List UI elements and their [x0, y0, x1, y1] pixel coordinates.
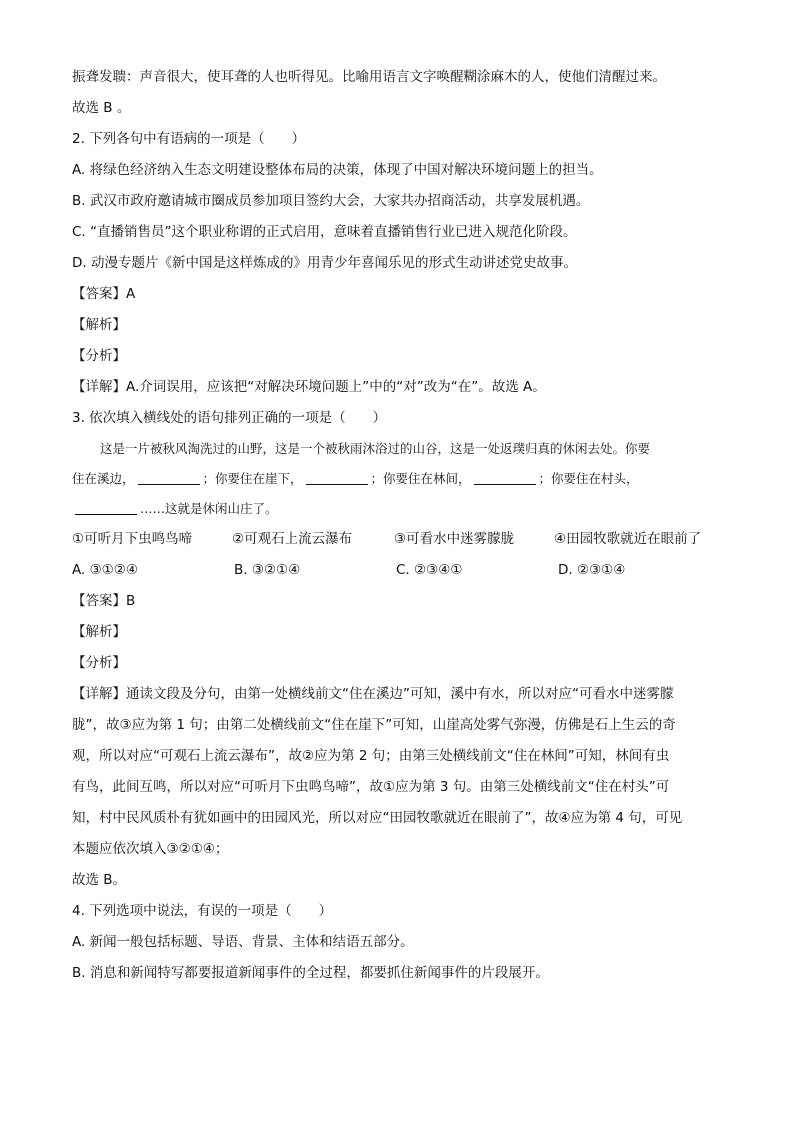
q2-option-c: C. “直播销售员”这个职业称谓的正式启用，意味着直播销售行业已进入规范化阶段。	[72, 224, 577, 240]
q2-answer: 【答案】A	[72, 286, 136, 302]
document-page	[72, 62, 732, 989]
q3-detail-line-5: 知，村中民风质朴有犹如画中的田园风光，所以对应“田园牧歌就近在眼前了”，故④应为第 4 句，可见	[72, 810, 683, 826]
q3-sentence-choices	[72, 524, 732, 555]
choice-4: ④田园牧歌就近在眼前了	[554, 531, 702, 547]
q2-stem: 2. 下列各句中有语病的一项是（ ）	[72, 131, 306, 147]
q3-detail-line-2: 胧”，故③应为第 1 句；由第二处横线前文“住在崖下”可知，山崖高处雾气弥漫，仿佛是石上生云的奇	[72, 717, 676, 733]
q2-detail: 【详解】A.介词误用，应该把“对解决环境问题上”中的“对”改为“在”。故选 A。	[72, 379, 546, 395]
blank-2	[306, 470, 368, 485]
passage-seg-4: ；你要住在村头，	[538, 471, 639, 486]
q3-option-c: C. ②③④①	[396, 562, 463, 578]
passage-line-3	[72, 494, 732, 524]
q3-option-a: A. ③①②④	[72, 562, 138, 578]
choice-2: ②可观石上流云瀑布	[232, 531, 353, 547]
blank-3	[474, 470, 536, 485]
q3-jiexi-label: 【解析】	[72, 624, 126, 640]
intro-conclusion: 故选 B 。	[72, 100, 131, 116]
q3-answer: 【答案】B	[72, 593, 136, 609]
q3-detail-line-3: 观，所以对应“可观石上流云瀑布”，故②应为第 2 句；由第三处横线前文“住在林间”可知，林间有虫	[72, 748, 670, 764]
q4-option-b: B. 消息和新闻特写都要报道新闻事件的全过程，都要抓住新闻事件的片段展开。	[72, 965, 549, 981]
passage-seg-2: ；你要住在崖下，	[202, 471, 303, 486]
passage-line-1: 这是一片被秋风淘洗过的山野，这是一个被秋雨沐浴过的山谷，这是一处返璞归真的休闲去处。你要	[100, 441, 651, 456]
blank-1	[138, 470, 200, 485]
passage-end: ……这就是休闲山庄了。	[140, 501, 278, 516]
q3-passage	[72, 434, 732, 524]
q4-stem: 4. 下列选项中说法，有误的一项是（ ）	[72, 903, 333, 919]
q3-conclusion: 故选 B。	[72, 872, 127, 888]
q2-option-b: B. 武汉市政府邀请城市圈成员参加项目签约大会，大家共办招商活动，共享发展机遇。	[72, 193, 590, 209]
q3-option-d: D. ②③①④	[558, 562, 626, 578]
q3-detail-line-6: 本题应依次填入③②①④；	[72, 841, 229, 857]
passage-line-2	[72, 464, 732, 494]
passage-seg-3: ；你要住在林间，	[370, 471, 471, 486]
q2-option-a: A. 将绿色经济纳入生态文明建设整体布局的决策，体现了中国对解决环境问题上的担当。	[72, 162, 603, 178]
q2-option-d: D. 动漫专题片《新中国是这样炼成的》用青少年喜闻乐见的形式生动讲述党史故事。	[72, 255, 577, 271]
q3-options	[72, 555, 732, 586]
choice-1: ①可听月下虫鸣鸟啼	[72, 531, 193, 547]
q3-fenxi-label: 【分析】	[72, 655, 126, 671]
q2-jiexi-label: 【解析】	[72, 317, 126, 333]
q3-detail-line-1: 【详解】通读文段及分句，由第一处横线前文“住在溪边”可知，溪中有水，所以对应“可看水中迷雾朦	[72, 686, 674, 702]
q2-fenxi-label: 【分析】	[72, 348, 126, 364]
q4-option-a: A. 新闻一般包括标题、导语、背景、主体和结语五部分。	[72, 934, 414, 950]
q3-detail-line-4: 有鸟，此间互鸣，所以对应“可听月下虫鸣鸟啼”，故①应为第 3 句。由第三处横线前文“住在村头”可	[72, 779, 670, 795]
blank-4	[75, 500, 137, 515]
passage-seg-1: 住在溪边，	[72, 471, 135, 486]
intro-explanation: 振聋发聩：声音很大，使耳聋的人也听得见。比喻用语言文字唤醒糊涂麻木的人，使他们清醒过来。	[72, 69, 666, 85]
choice-3: ③可看水中迷雾朦胧	[394, 531, 515, 547]
q3-option-b: B. ③②①④	[234, 562, 301, 578]
q3-stem: 3. 依次填入横线处的语句排列正确的一项是（ ）	[72, 410, 387, 426]
